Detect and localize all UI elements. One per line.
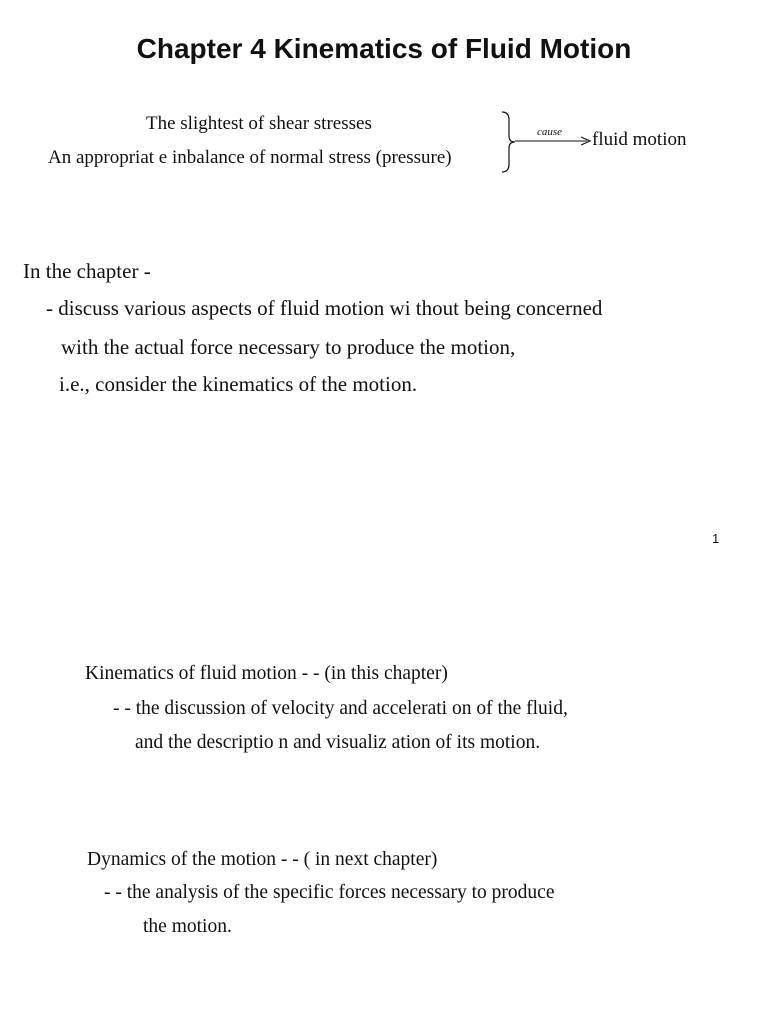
cause-label: cause: [537, 126, 563, 138]
kinematics-line: and the descriptio n and visualiz ation of its motion.: [135, 732, 541, 753]
dynamics-heading: Dynamics of the motion - - ( in next chapter): [87, 849, 438, 870]
kinematics-heading: Kinematics of fluid motion - - (in this chapter): [85, 663, 448, 684]
chapter-intro: In the chapter -: [23, 259, 151, 283]
cause-shear-stress: The slightest of shear stresses: [146, 113, 372, 134]
result-fluid-motion: fluid motion: [592, 129, 687, 150]
dynamics-line: - - the analysis of the specific forces necessary to produce: [104, 882, 555, 903]
bullet-line: with the actual force necessary to produce the motion,: [61, 335, 516, 359]
bullet-line: i.e., consider the kinematics of the motion.: [59, 372, 418, 396]
bullet-line: - discuss various aspects of fluid motion wi thout being concerned: [46, 296, 603, 320]
dynamics-line: the motion.: [143, 916, 232, 937]
cause-pressure-imbalance: An appropriat e inbalance of normal stress (pressure): [48, 147, 452, 168]
page-title: Chapter 4 Kinematics of Fluid Motion: [136, 33, 632, 64]
page-number: 1: [712, 531, 720, 546]
kinematics-line: - - the discussion of velocity and accelerati on of the fluid,: [113, 698, 568, 719]
